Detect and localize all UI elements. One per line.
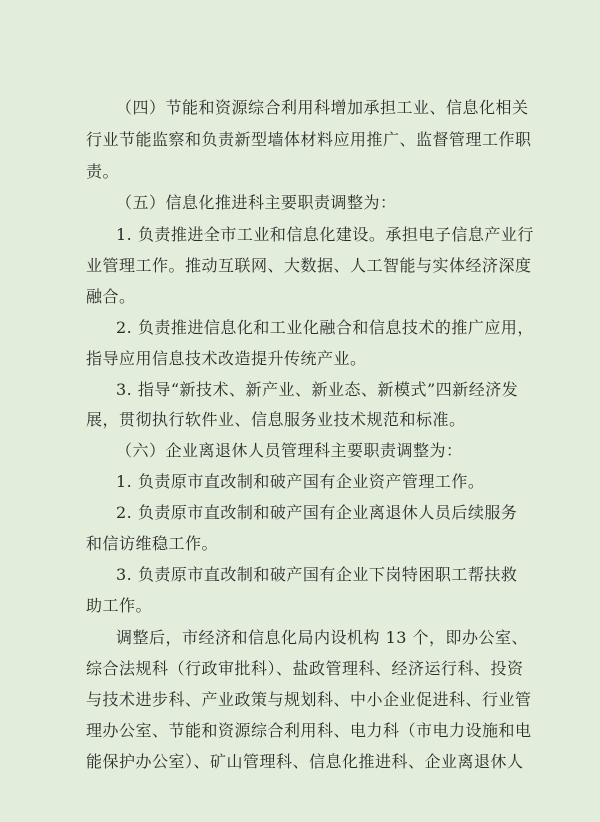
paragraph-line: 1. 负责原市直改制和破产国有企业资产管理工作。 bbox=[116, 472, 485, 491]
paragraph-line: 行业节能监察和负责新型墙体材料应用推广、监督管理工作职 bbox=[86, 130, 532, 149]
paragraph-line: （四）节能和资源综合利用科增加承担工业、信息化相关 bbox=[116, 98, 529, 117]
section-heading: （五）信息化推进科主要职责调整为： bbox=[116, 193, 397, 212]
paragraph-line: 与技术进步科、产业政策与规划科、中小企业促进科、行业管 bbox=[86, 690, 532, 709]
paragraph-line: 1. 负责推进全市工业和信息化建设。承担电子信息产业行 bbox=[116, 225, 534, 244]
paragraph-line: 3. 负责原市直改制和破产国有企业下岗特困职工帮扶救 bbox=[116, 565, 518, 584]
paragraph-line: 3. 指导“新技术、新产业、新业态、新模式”四新经济发 bbox=[116, 380, 519, 399]
paragraph-line: 展，贯彻执行软件业、信息服务业技术规范和标准。 bbox=[86, 410, 466, 429]
paragraph-line: 助工作。 bbox=[86, 596, 153, 615]
paragraph-line: 理办公室、节能和资源综合利用科、电力科（市电力设施和电 bbox=[86, 721, 532, 740]
paragraph-line: 调整后，市经济和信息化局内设机构 13 个，即办公室、 bbox=[116, 628, 529, 647]
paragraph-line: 2. 负责推进信息化和工业化融合和信息技术的推广应用， bbox=[116, 318, 534, 337]
paragraph-line: 综合法规科（行政审批科）、盐政管理科、经济运行科、投资 bbox=[86, 659, 524, 678]
paragraph-line: 业管理工作。推动互联网、大数据、人工智能与实体经济深度 bbox=[86, 256, 532, 275]
paragraph-line: 2. 负责原市直改制和破产国有企业离退休人员后续服务 bbox=[116, 503, 518, 522]
paragraph-line: 融合。 bbox=[86, 287, 136, 306]
paragraph-line: 和信访维稳工作。 bbox=[86, 534, 219, 553]
paragraph-line: 能保护办公室）、矿山管理科、信息化推进科、企业离退休人 bbox=[86, 752, 524, 771]
paragraph-line: 指导应用信息技术改造提升传统产业。 bbox=[86, 349, 367, 368]
section-heading: （六）企业离退休人员管理科主要职责调整为： bbox=[116, 441, 463, 460]
paragraph-line: 责。 bbox=[86, 162, 120, 181]
